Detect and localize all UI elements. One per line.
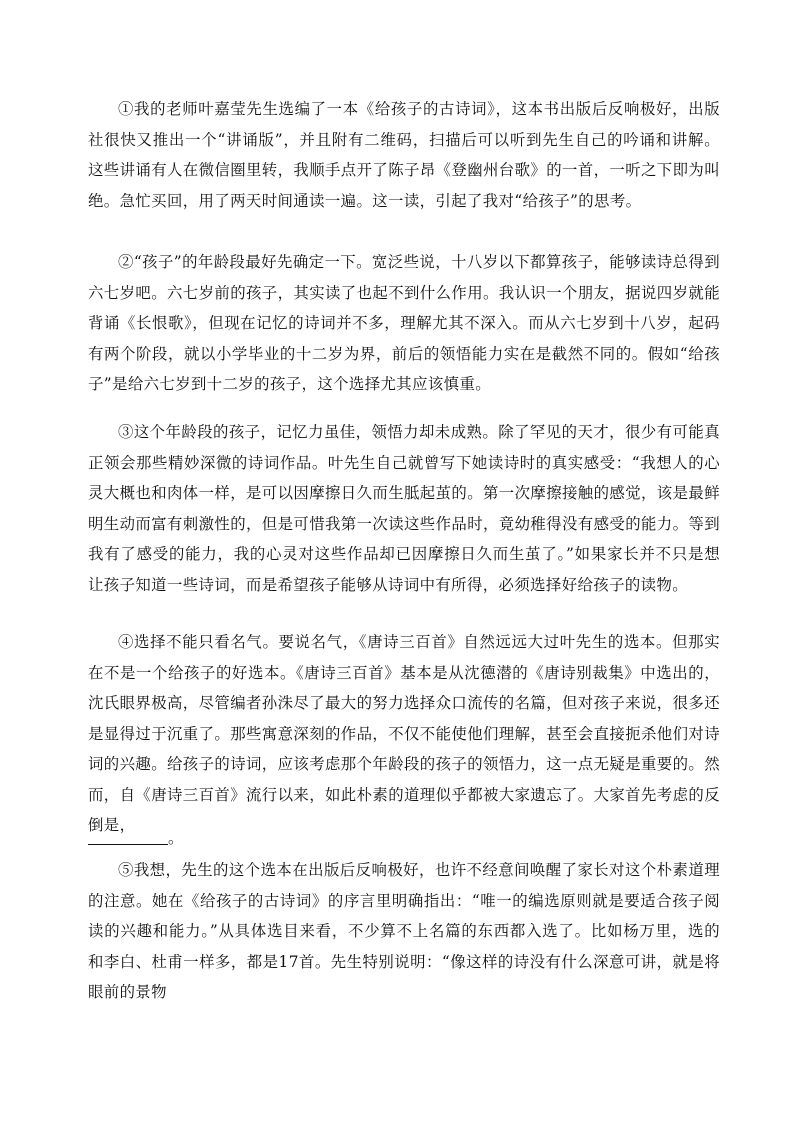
fill-in-blank xyxy=(88,823,183,853)
paragraph-2: ②“孩子”的年龄段最好先确定一下。宽泛些说，十八岁以下都算孩子，能够读诗总得到六七岁吧。六七岁前的孩子，其实读了也起不到什么作用。我认识一个朋友，据说四岁就能背诵《长恨歌》，但现在记忆的诗词并不多，理解尤其不深入。而从六七岁到十八岁，起码有两个阶段，就以小学毕业的十二岁为界，前后的领悟能力实在是截然不同的。假如“给孩子”是给六七岁到十二岁的孩子，这个选择尤其应该慎重。 xyxy=(88,253,720,393)
blank-underline xyxy=(88,844,168,845)
paragraph-3: ③这个年龄段的孩子，记忆力虽佳，领悟力却未成熟。除了罕见的天才，很少有可能真正领会那些精妙深微的诗词作品。叶先生自己就曾写下她读诗时的真实感受：“我想人的心灵大概也和肉体一样，是可以因摩擦日久而生胝起茧的。第一次摩擦接触的感觉，该是最鲜明生动而富有刺激性的，但是可惜我第一次读这些作品时，竟幼稚得没有感受的能力。等到我有了感受的能力，我的心灵对这些作品却已因摩擦日久而生茧了。”如果家长并不只是想让孩子知道一些诗词，而是希望孩子能够从诗词中有所得，必须选择好给孩子的读物。 xyxy=(88,423,720,594)
paragraph-4: ④选择不能只看名气。要说名气，《唐诗三百首》自然远远大过叶先生的选本。但那实在不是一个给孩子的好选本。《唐诗三百首》基本是从沈德潜的《唐诗别裁集》中选出的，沈氏眼界极高，尽管编者孙洙尽了最大的努力选择众口流传的名篇，但对孩子来说，很多还是显得过于沉重了。那些寓意深刻的作品，不仅不能使他们理解，甚至会直接扼杀他们对诗词的兴趣。给孩子的诗词，应该考虑那个年龄段的孩子的领悟力，这一点无疑是重要的。然而，自《唐诗三百首》流行以来，如此朴素的道理似乎都被大家遗忘了。大家首先考虑的反倒是， xyxy=(88,633,720,834)
paragraph-1: ①我的老师叶嘉莹先生选编了一本《给孩子的古诗词》，这本书出版后反响极好，出版社很快又推出一个“讲诵版”，并且附有二维码，扫描后可以听到先生自己的吟诵和讲解。这些讲诵有人在微信圈里转，我顺手点开了陈子昂《登幽州台歌》的一首，一听之下即为叫绝。急忙买回，用了两天时间通读一遍。这一读，引起了我对“给孩子”的思考。 xyxy=(88,100,720,210)
blank-end-punctuation: 。 xyxy=(168,829,184,847)
paragraph-5: ⑤我想，先生的这个选本在出版后反响极好，也许不经意间唤醒了家长对这个朴素道理的注意。她在《给孩子的古诗词》的序言里明确指出：“唯一的编选原则就是要适合孩子阅读的兴趣和能力。”从具体选目来看，不少算不上名篇的东西都入选了。比如杨万里，选的和李白、杜甫一样多，都是17首。先生特别说明：“像这样的诗没有什么深意可讲，就是将眼前的景物 xyxy=(88,861,720,1001)
